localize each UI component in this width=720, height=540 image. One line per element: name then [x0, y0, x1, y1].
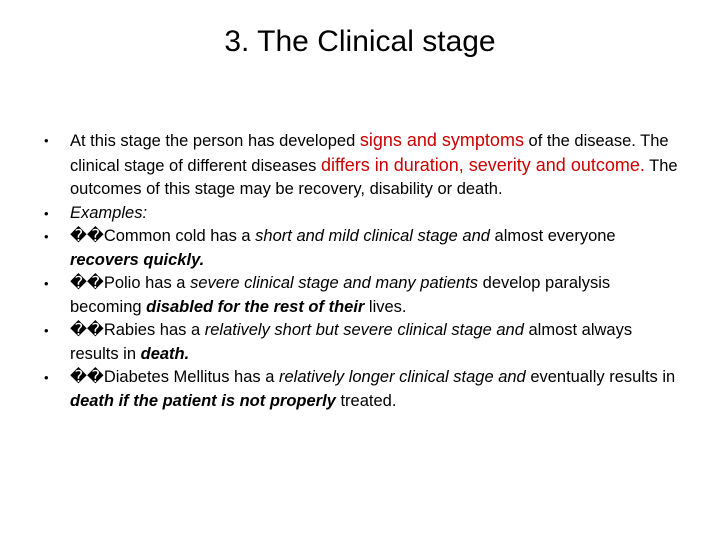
bullet-item — [44, 129, 684, 202]
bullet-item — [44, 272, 684, 319]
bullet-text-segment: disabled for the rest of their — [146, 297, 365, 316]
bullet-marker: • — [44, 205, 49, 221]
bullet-text-segment: lives. — [364, 297, 407, 316]
bullet-item — [44, 366, 684, 413]
bullet-marker: • — [44, 323, 49, 338]
bullet-marker: • — [44, 229, 49, 244]
bullet-item — [44, 202, 684, 226]
bullet-text-segment: signs and symptoms — [359, 130, 524, 150]
bullet-text-segment: ��Common cold has a — [70, 227, 256, 245]
bullet-text-segment: almost everyone — [489, 227, 616, 245]
bullet-text-segment: The outcomes of this stage may be recovery, disability or death. — [70, 156, 678, 198]
bullet-text-segment: relatively longer clinical stage and — [279, 368, 526, 386]
bullet-text-segment: ��Rabies has a — [70, 321, 205, 339]
bullet-list — [44, 129, 684, 413]
bullet-text-segment: eventually results in — [525, 368, 676, 386]
bullet-text-segment: ��Polio has a — [70, 274, 191, 292]
bullet-marker: • — [44, 370, 49, 385]
bullet-text-segment: recovers quickly. — [70, 250, 205, 269]
bullet-text-segment: relatively short but severe clinical stage and — [204, 321, 524, 339]
bullet-text-segment: At this stage the person has developed — [70, 132, 360, 150]
bullet-text-segment: of the disease. The clinical stage of different diseases — [70, 132, 669, 175]
bullet-text-segment: Examples: — [70, 203, 148, 222]
bullet-text-segment: short and mild clinical stage and — [255, 227, 490, 245]
bullet-item — [44, 225, 684, 272]
bullet-text-segment: almost always results in — [70, 321, 633, 363]
slide-title: 3. The Clinical stage — [224, 25, 496, 58]
bullet-text-segment: ��Diabetes Mellitus has a — [70, 368, 280, 386]
bullet-text-segment: treated. — [335, 391, 397, 410]
bullet-text-segment: severe clinical stage and many patients — [190, 274, 479, 292]
bullet-marker: • — [44, 276, 49, 291]
bullet-text-segment: death if the patient is not properly — [70, 391, 336, 410]
bullet-item — [44, 319, 684, 366]
bullet-marker: • — [44, 133, 49, 148]
bullet-text-segment: develop paralysis becoming — [70, 274, 611, 316]
bullet-text-segment: death. — [140, 344, 190, 363]
bullet-text-segment: differs in duration, severity and outcome. — [321, 154, 645, 175]
